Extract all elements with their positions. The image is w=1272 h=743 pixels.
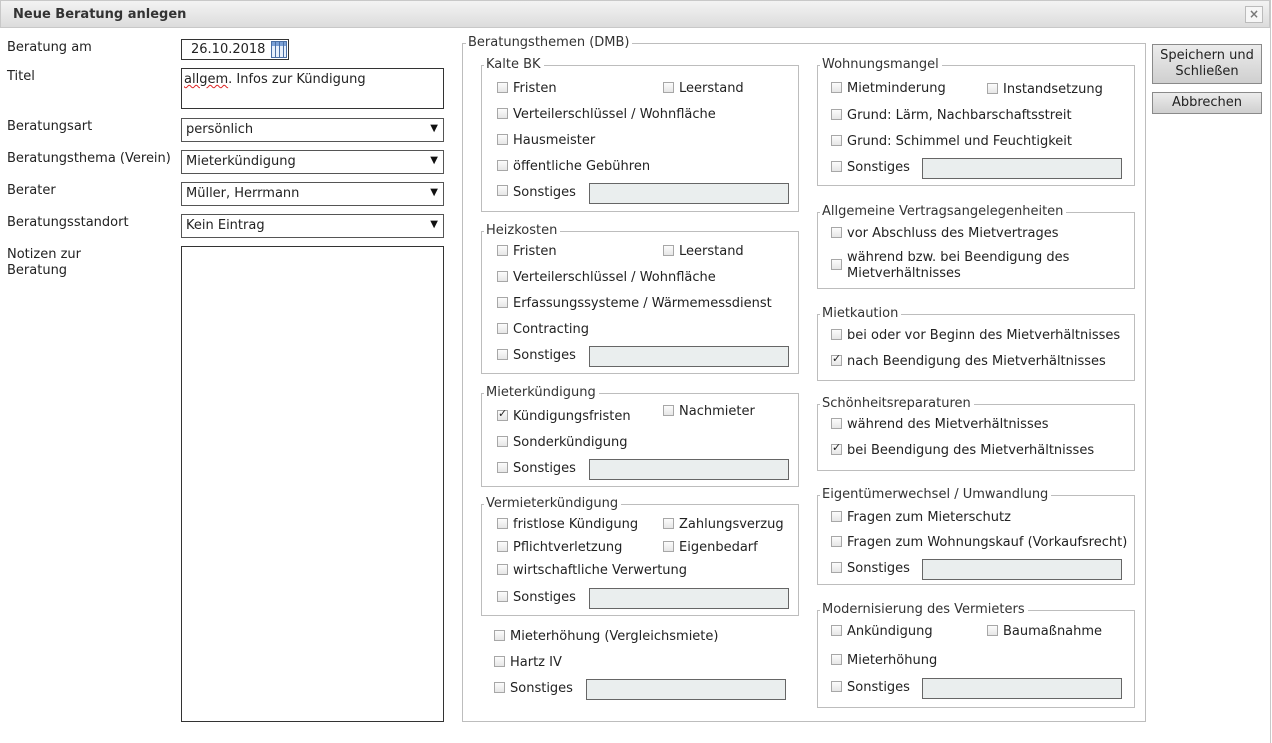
label-mieterschutz: Fragen zum Mieterschutz bbox=[847, 510, 1011, 525]
notes-label-line2: Beratung bbox=[7, 263, 68, 278]
date-value: 26.10.2018 bbox=[191, 42, 266, 57]
checkbox-vermieterk-sonstiges[interactable] bbox=[497, 591, 508, 602]
checkbox-heiz-leerstand[interactable] bbox=[663, 245, 674, 256]
checkbox-kuendigungsfristen[interactable] bbox=[497, 410, 508, 421]
checkbox-mieterk-sonstiges[interactable] bbox=[497, 462, 508, 473]
dropdown-arrow-icon: ▼ bbox=[430, 187, 438, 198]
art-value: persönlich bbox=[186, 122, 254, 137]
loose-sonstiges-input[interactable] bbox=[586, 679, 786, 700]
checkbox-ankuendigung[interactable] bbox=[831, 625, 842, 636]
checkbox-hartz[interactable] bbox=[494, 656, 505, 667]
checkbox-mietminderung[interactable] bbox=[831, 82, 842, 93]
label-kalte-hausmeister: Hausmeister bbox=[513, 133, 596, 148]
checkbox-kalte-verteiler[interactable] bbox=[497, 108, 508, 119]
label-kalte-sonstiges: Sonstiges bbox=[513, 185, 576, 200]
wohnungsmangel-legend: Wohnungsmangel bbox=[820, 57, 942, 72]
checkbox-kalte-hausmeister[interactable] bbox=[497, 134, 508, 145]
checkbox-mieterschutz[interactable] bbox=[831, 511, 842, 522]
checkbox-kaution-beginn[interactable] bbox=[831, 329, 842, 340]
checkbox-modern-sonstiges[interactable] bbox=[831, 681, 842, 692]
label-eigenbedarf: Eigenbedarf bbox=[679, 540, 758, 555]
label-mietminderung: Mietminderung bbox=[847, 81, 946, 96]
label-instandsetzung: Instandsetzung bbox=[1003, 82, 1103, 97]
label-fristlose: fristlose Kündigung bbox=[513, 517, 639, 532]
topics-legend: Beratungsthemen (DMB) bbox=[466, 35, 632, 50]
label-mieterhoehung-vergleich: Mieterhöhung (Vergleichsmiete) bbox=[510, 629, 719, 644]
cancel-button[interactable]: Abbrechen bbox=[1152, 92, 1262, 114]
title-value-misspelled: allgem bbox=[184, 72, 229, 87]
checkbox-schoen-beendigung[interactable] bbox=[831, 444, 842, 455]
checkbox-schoen-waehrend[interactable] bbox=[831, 418, 842, 429]
label-heiz-contracting: Contracting bbox=[513, 322, 590, 337]
label-schimmel: Grund: Schimmel und Feuchtigkeit bbox=[847, 134, 1072, 149]
mieterk-sonstiges-input[interactable] bbox=[589, 459, 789, 480]
kalte-legend: Kalte BK bbox=[484, 57, 544, 72]
checkbox-laerm[interactable] bbox=[831, 109, 842, 120]
standort-select[interactable] bbox=[181, 214, 444, 238]
label-ankuendigung: Ankündigung bbox=[847, 624, 933, 639]
label-heiz-leerstand: Leerstand bbox=[679, 244, 744, 259]
kaution-legend: Mietkaution bbox=[820, 306, 901, 321]
berater-value: Müller, Herrmann bbox=[186, 186, 300, 201]
dialog-titlebar bbox=[0, 0, 1270, 28]
label-schoen-beendigung: bei Beendigung des Mietverhältnisses bbox=[847, 443, 1095, 458]
label-modern-sonstiges: Sonstiges bbox=[847, 680, 910, 695]
label-zahlungsverzug: Zahlungsverzug bbox=[679, 517, 784, 532]
checkbox-vor-abschluss[interactable] bbox=[831, 227, 842, 238]
eigen-sonstiges-input[interactable] bbox=[922, 559, 1122, 580]
checkbox-kalte-leerstand[interactable] bbox=[663, 82, 674, 93]
checkbox-verwertung[interactable] bbox=[497, 564, 508, 575]
thema-label: Beratungsthema (Verein) bbox=[7, 151, 171, 166]
group-schoenheitsreparaturen bbox=[817, 396, 1135, 471]
checkbox-kalte-gebuehren[interactable] bbox=[497, 160, 508, 171]
standort-label: Beratungsstandort bbox=[7, 215, 129, 230]
checkbox-heiz-erfassung[interactable] bbox=[497, 297, 508, 308]
standort-value: Kein Eintrag bbox=[186, 218, 265, 233]
date-input[interactable] bbox=[181, 39, 289, 60]
label-pflichtverletzung: Pflichtverletzung bbox=[513, 540, 623, 555]
label-kalte-fristen: Fristen bbox=[513, 81, 557, 96]
title-label: Titel bbox=[7, 69, 35, 84]
label-wohnungsmangel-sonstiges: Sonstiges bbox=[847, 160, 910, 175]
schoen-legend: Schönheitsreparaturen bbox=[820, 396, 974, 411]
label-verwertung: wirtschaftliche Verwertung bbox=[513, 563, 688, 578]
label-waehrend-beendigung: während bzw. bei Beendigung des Mietverhältnisses bbox=[847, 250, 1070, 281]
label-heiz-verteiler: Verteilerschlüssel / Wohnfläche bbox=[513, 270, 716, 285]
checkbox-eigenbedarf[interactable] bbox=[663, 541, 674, 552]
label-kalte-gebuehren: öffentliche Gebühren bbox=[513, 159, 651, 174]
label-mieterk-sonstiges: Sonstiges bbox=[513, 461, 576, 476]
art-select[interactable] bbox=[181, 118, 444, 142]
label-loose-sonstiges: Sonstiges bbox=[510, 681, 573, 696]
heiz-sonstiges-input[interactable] bbox=[589, 346, 789, 367]
dialog-title: Neue Beratung anlegen bbox=[13, 7, 187, 22]
dropdown-arrow-icon: ▼ bbox=[430, 155, 438, 166]
checkbox-kaution-beendigung[interactable] bbox=[831, 355, 842, 366]
label-nachmieter: Nachmieter bbox=[679, 404, 755, 419]
title-input[interactable] bbox=[181, 68, 444, 109]
checkbox-heiz-verteiler[interactable] bbox=[497, 271, 508, 282]
notes-textarea[interactable] bbox=[181, 246, 444, 722]
art-label: Beratungsart bbox=[7, 119, 93, 134]
checkbox-mieterhoehung-vergleich[interactable] bbox=[494, 630, 505, 641]
checkbox-modern-mieterhoehung[interactable] bbox=[831, 654, 842, 665]
thema-select[interactable] bbox=[181, 150, 444, 174]
checkbox-instandsetzung[interactable] bbox=[987, 83, 998, 94]
dropdown-arrow-icon: ▼ bbox=[430, 219, 438, 230]
save-close-button[interactable]: Speichern und Schließen bbox=[1152, 44, 1262, 84]
label-heiz-erfassung: Erfassungssysteme / Wärmemessdienst bbox=[513, 296, 772, 311]
eigen-legend: Eigentümerwechsel / Umwandlung bbox=[820, 487, 1051, 502]
heiz-legend: Heizkosten bbox=[484, 223, 560, 238]
label-kalte-leerstand: Leerstand bbox=[679, 81, 744, 96]
label-hartz: Hartz IV bbox=[510, 655, 562, 670]
group-mietkaution bbox=[817, 306, 1135, 381]
label-modern-mieterhoehung: Mieterhöhung bbox=[847, 653, 938, 668]
checkbox-nachmieter[interactable] bbox=[663, 405, 674, 416]
label-laerm: Grund: Lärm, Nachbarschaftsstreit bbox=[847, 108, 1072, 123]
checkbox-heiz-sonstiges[interactable] bbox=[497, 349, 508, 360]
mieterk-legend: Mieterkündigung bbox=[484, 385, 599, 400]
wohnungsmangel-sonstiges-input[interactable] bbox=[922, 158, 1122, 179]
label-heiz-sonstiges: Sonstiges bbox=[513, 348, 576, 363]
label-baumassnahme: Baumaßnahme bbox=[1003, 624, 1103, 639]
label-vor-abschluss: vor Abschluss des Mietvertrages bbox=[847, 226, 1059, 241]
calendar-icon[interactable] bbox=[271, 41, 287, 58]
checkbox-schimmel[interactable] bbox=[831, 135, 842, 146]
kalte-sonstiges-input[interactable] bbox=[589, 183, 789, 204]
checkbox-baumassnahme[interactable] bbox=[987, 625, 998, 636]
dropdown-arrow-icon: ▼ bbox=[430, 123, 438, 134]
label-sonderkuendigung: Sonderkündigung bbox=[513, 435, 628, 450]
checkbox-heiz-contracting[interactable] bbox=[497, 323, 508, 334]
label-eigen-sonstiges: Sonstiges bbox=[847, 561, 910, 576]
label-kuendigungsfristen: Kündigungsfristen bbox=[513, 409, 631, 424]
label-kaution-beendigung: nach Beendigung des Mietverhältnisses bbox=[847, 354, 1106, 369]
checkbox-fristlose[interactable] bbox=[497, 518, 508, 529]
vermieterk-legend: Vermieterkündigung bbox=[484, 496, 621, 511]
checkbox-wohnungskauf[interactable] bbox=[831, 536, 842, 547]
checkbox-eigen-sonstiges[interactable] bbox=[831, 562, 842, 573]
berater-select[interactable] bbox=[181, 182, 444, 206]
dialog-right-border bbox=[1270, 0, 1271, 743]
allg-legend: Allgemeine Vertragsangelegenheiten bbox=[820, 204, 1066, 219]
modern-legend: Modernisierung des Vermieters bbox=[820, 602, 1028, 617]
label-vermieterk-sonstiges: Sonstiges bbox=[513, 590, 576, 605]
notes-label-line1: Notizen zur bbox=[7, 247, 81, 262]
label-schoen-waehrend: während des Mietverhältnisses bbox=[847, 417, 1049, 432]
date-label: Beratung am bbox=[7, 40, 92, 55]
thema-value: Mieterkündigung bbox=[186, 154, 296, 169]
modern-sonstiges-input[interactable] bbox=[922, 678, 1122, 699]
checkbox-zahlungsverzug[interactable] bbox=[663, 518, 674, 529]
label-wohnungskauf: Fragen zum Wohnungskauf (Vorkaufsrecht) bbox=[847, 535, 1128, 550]
close-icon[interactable]: × bbox=[1245, 6, 1263, 23]
checkbox-kalte-sonstiges[interactable] bbox=[497, 185, 508, 196]
checkbox-loose-sonstiges[interactable] bbox=[494, 682, 505, 693]
checkbox-heiz-fristen[interactable] bbox=[497, 245, 508, 256]
berater-label: Berater bbox=[7, 183, 56, 198]
checkbox-sonderkuendigung[interactable] bbox=[497, 436, 508, 447]
label-kaution-beginn: bei oder vor Beginn des Mietverhältnisses bbox=[847, 328, 1121, 343]
checkbox-wohnungsmangel-sonstiges[interactable] bbox=[831, 161, 842, 172]
checkbox-kalte-fristen[interactable] bbox=[497, 82, 508, 93]
label-kalte-verteiler: Verteilerschlüssel / Wohnfläche bbox=[513, 107, 716, 122]
vermieterk-sonstiges-input[interactable] bbox=[589, 588, 789, 609]
checkbox-pflichtverletzung[interactable] bbox=[497, 541, 508, 552]
checkbox-waehrend-beendigung[interactable] bbox=[831, 259, 842, 270]
title-value: . Infos zur Kündigung bbox=[228, 72, 366, 87]
label-heiz-fristen: Fristen bbox=[513, 244, 557, 259]
